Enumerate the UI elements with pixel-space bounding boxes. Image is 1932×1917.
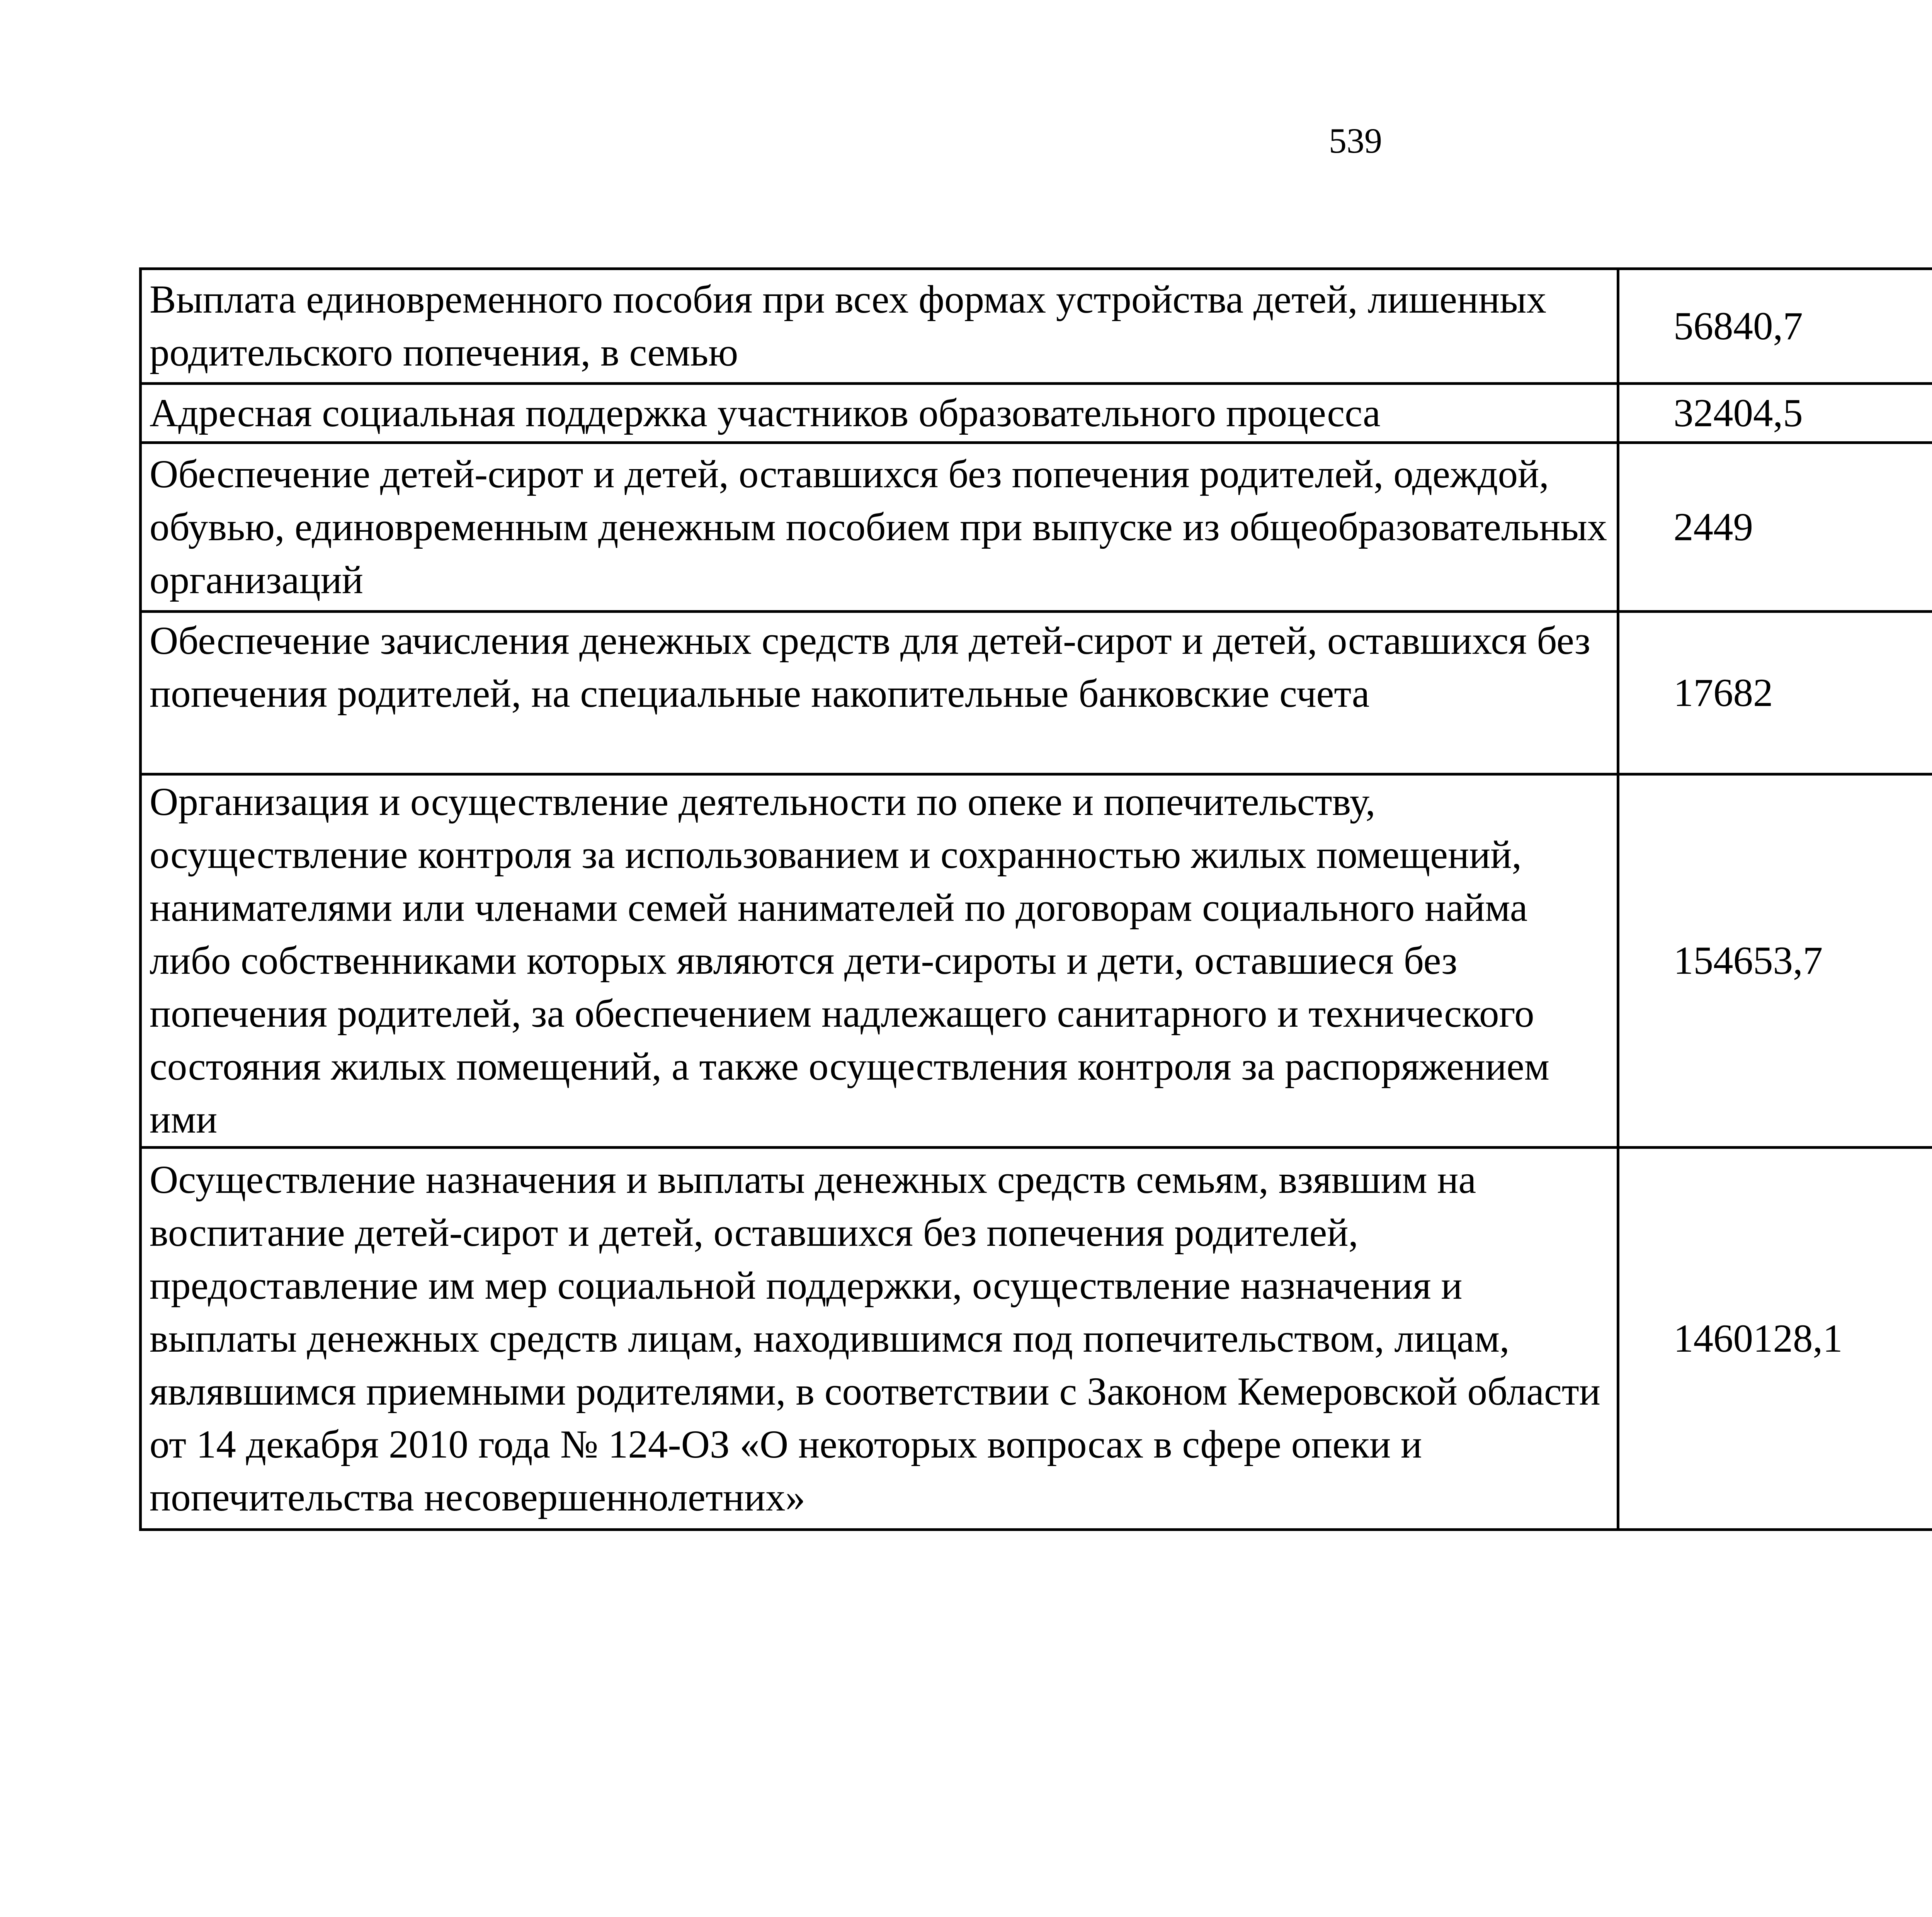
row-description: Выплата единовременного пособия при всех формах устройства детей, лишенных родительского попечения, в семью <box>141 269 1618 384</box>
table-row <box>141 384 1932 443</box>
value-cell-1: 56840,7 <box>1618 269 1932 384</box>
value-cell-1: 17682 <box>1618 612 1932 774</box>
value-cell-1: 1460128,1 <box>1618 1148 1932 1530</box>
table-row <box>141 443 1932 612</box>
row-description: Обеспечение детей-сирот и детей, оставшихся без попечения родителей, одеждой, обувью, единовременным денежным пособием при выпуске из общеобразовательных организаций <box>141 443 1618 612</box>
page-number: 539 <box>1329 121 1382 160</box>
table-row <box>141 269 1932 384</box>
row-description: Осуществление назначения и выплаты денежных средств семьям, взявшим на воспитание детей-сирот и детей, оставшихся без попечения родителей, предоставление им мер социальной поддержки, осуществление назначения и выплаты денежных средств лицам, находившимся под попечительством, лицам, являвшимся приемными родителями, в соответствии с Законом Кемеровской области от 14 декабря 2010 года № 124-ОЗ «О некоторых вопросах в сфере опеки и попечительства несовершеннолетних» <box>141 1148 1618 1530</box>
value-cell-1: 32404,5 <box>1618 384 1932 443</box>
budget-table <box>139 267 1932 1531</box>
table-row <box>141 1148 1932 1530</box>
row-description: Обеспечение зачисления денежных средств для детей-сирот и детей, оставшихся без попечения родителей, на специальные накопительные банковские счета <box>141 612 1618 774</box>
table-row <box>141 612 1932 774</box>
row-description: Адресная социальная поддержка участников образовательного процесса <box>141 384 1618 443</box>
value-cell-1: 154653,7 <box>1618 774 1932 1148</box>
table-row <box>141 774 1932 1148</box>
row-description: Организация и осуществление деятельности по опеке и попечительству, осуществление контроля за использованием и сохранностью жилых помещений, нанимателями или членами семей нанимателей по договорам социального найма либо собственниками которых являются дети-сироты и дети, оставшиеся без попечения родителей, за обеспечением надлежащего санитарного и технического состояния жилых помещений, а также осуществления контроля за распоряжением ими <box>141 774 1618 1148</box>
value-cell-1: 2449 <box>1618 443 1932 612</box>
